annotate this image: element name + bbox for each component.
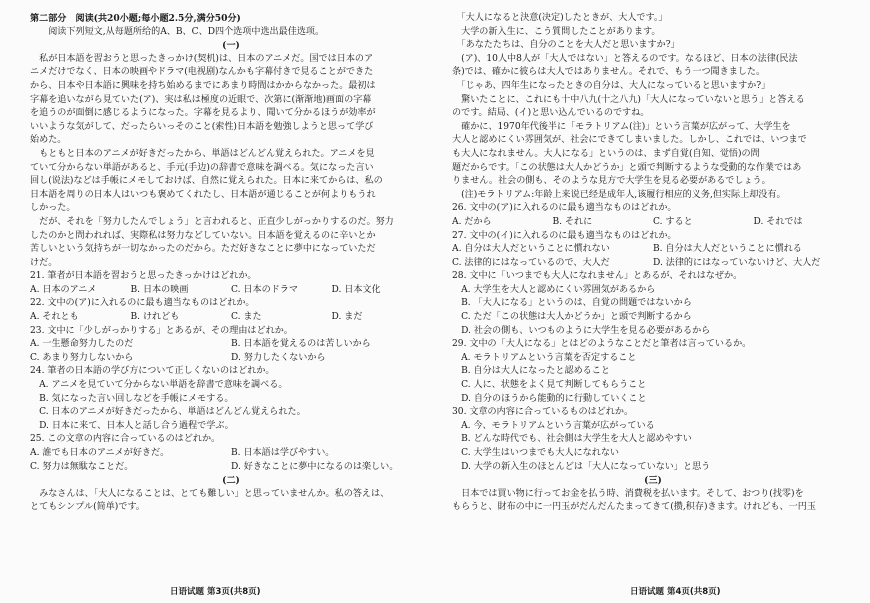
left-page: [30, 12, 432, 583]
answer-option: D. それでは: [753, 216, 803, 227]
answer-options-row: [30, 352, 432, 366]
answer-option: D. 好きなことに夢中になるのは楽しい。: [231, 461, 399, 472]
answer-options-row: [30, 461, 432, 475]
section-heading: (三): [644, 475, 662, 487]
answer-option: A. それとも: [30, 312, 79, 323]
text-line: 26. 文中の(ア)に入れるのに最も適当なものはどれか。: [452, 203, 677, 214]
text-line: C. 日本のアニメが好きだったから、単語はどんどん覚えられた。: [30, 407, 306, 418]
answer-option: C. 努力は無駄なことだ。: [30, 461, 134, 472]
answer-options-row: [30, 338, 432, 352]
text-line: とてもシンプル(简单)です。: [30, 502, 145, 513]
answer-options-row: [452, 216, 854, 230]
text-line: のです。結局、(イ)と思い込んでいるのですね。: [452, 108, 650, 119]
text-line: 27. 文中の(イ)に入れるのに最も適当なものはどれか。: [452, 230, 677, 241]
text-line: だが、それを「努力したんでしょう」と言われると、正直少しがっかりするのだ。努力: [30, 216, 394, 227]
text-line: D. 社会の側も、いつものように大学生を見る必要があるから: [452, 325, 711, 336]
text-line: C. 人に、状態をよく見て判断してもらうこと: [452, 380, 647, 391]
answer-options-row: [30, 284, 432, 298]
answer-option: D. 努力したくないから: [231, 352, 326, 363]
part-heading: 第二部分 阅读(共20小题;每小题2.5分,满分50分): [30, 13, 241, 24]
text-line: いいような気がして、だったらいっそのこと(索性)日本語を勉強しようと思って学び: [30, 121, 374, 132]
answer-option: A. 一生懸命努力したのだ: [30, 339, 134, 350]
answer-option: C. 日本のドラマ: [231, 284, 298, 295]
section-heading: (一): [222, 40, 240, 52]
answer-options-row: [452, 257, 854, 271]
text-line: 苦しいという気持ちが一切なかったのだから。ただ好きなことに夢中になっていただ: [30, 244, 376, 255]
text-line: ニメだけでなく、日本の映画やドラマ(电视剧)なんかも字幕付きで見ることができた: [30, 67, 374, 78]
text-line: 阅读下列短文,从每题所给的A、B、C、D四个选项中选出最佳选项。: [30, 26, 325, 37]
answer-option: B. 日本の映画: [130, 284, 189, 295]
text-line: A. アニメを見ていて分からない単語を辞書で意味を調べる。: [30, 380, 288, 391]
text-line: もともと日本のアニメが好きだったから、単語はどんどん覚えられた。アニメを見: [30, 148, 375, 159]
right-page: [452, 12, 854, 583]
answer-option: D. まだ: [331, 312, 363, 323]
text-line: 条)では、確かに彼らは大人ではありません。それで、もう一つ聞きました。: [452, 67, 766, 78]
answer-option: D. 法律的にはなっていないけど、大人だ: [653, 257, 821, 268]
text-line: 始めた。: [30, 135, 67, 146]
text-line: りません。社会の側も、そのような見方で大学生を見る必要があるでしょう。: [452, 176, 771, 187]
text-line: 大学の新入生に、こう質問したことがあります。: [452, 26, 661, 37]
text-line: 22. 文中の(ア)に入れるのに最も適当なものはどれか。: [30, 298, 255, 309]
page-footer-right: 日语试题 第4页(共8页): [630, 587, 721, 597]
answer-options-row: [30, 311, 432, 325]
answer-option: B. けれども: [130, 312, 180, 323]
text-line: みなさんは、「大人になることは、とても難しい」と思っていませんか。私の答えは、: [30, 488, 390, 499]
text-line: (注)モラトリアム:年龄上来说已经是成年人,该履行相应的义务,但实际上却没有。: [452, 189, 786, 200]
text-line: D. 日本に来て、日本人と話し合う過程で学ぶ。: [30, 420, 234, 431]
text-line: 「大人になると決意(决定)したときが、大人です。」: [452, 13, 668, 23]
text-line: 回し(说法)などは手帳にメモしておけば、自然に覚えられた。日本に来てからは、私の: [30, 176, 383, 187]
answer-option: A. 誰でも日本のアニメが好きだ。: [30, 448, 170, 458]
answer-option: C. 法律的にはなっているので、大人だ: [452, 257, 610, 268]
text-line: を追うのが面倒に感じるようになった。字幕を見るより、聞いて分かるほうが効率が: [30, 108, 376, 119]
answer-option: B. 日本語を覚えるのは苦しいから: [231, 339, 371, 350]
text-line: A. 今、モラトリアムという言葉が広がっている: [452, 420, 655, 431]
text-line: 「あなたたちは、自分のことを大人だと思いますか?」: [452, 40, 680, 51]
text-line: 30. 文章の内容に合っているものはどれか。: [452, 407, 634, 418]
answer-option: C. すると: [653, 216, 693, 227]
text-line: しかった。: [30, 203, 76, 214]
text-line: 29. 文中の「大人になる」とはどのようなことだと筆者は言っているか。: [452, 339, 752, 350]
text-line: 日本語を周りの日本人はいつも褒めてくれたし、日本語が通じることが何よりもうれ: [30, 189, 376, 200]
answer-option: C. また: [231, 312, 262, 323]
text-line: 28. 文中に「いつまでも大人になれません」とあるが、それはなぜか。: [452, 271, 743, 282]
answer-option: B. それに: [552, 216, 593, 227]
text-line: ていて分からない単語があると、手元(手边)の辞書で意味を調べる。気になった言い: [30, 162, 374, 173]
answer-options-row: [30, 447, 432, 461]
text-line: A. 大学生を大人と認めにくい雰囲気があるから: [452, 284, 656, 295]
text-line: D. 大学の新入生のほとんどは「大人になっていない」と思う: [452, 461, 711, 472]
text-line: 「じゃあ、四年生になったときの自分は、大人になっていると思いますか?」: [452, 80, 771, 91]
text-line: C. 大学生はいつまでも大人になれない: [452, 448, 620, 458]
text-line: 字幕を追いながら見ていた(ア)、実は私は極度の近眼で、次第に(渐渐地)画面の字幕: [30, 94, 372, 105]
answer-option: D. 日本文化: [331, 284, 381, 295]
answer-option: B. 日本語は学びやすい。: [231, 448, 335, 458]
text-line: 21. 筆者が日本語を習おうと思ったきっかけはどれか。: [30, 271, 257, 282]
text-line: B. 気になった言い回しなどを手帳にメモする。: [30, 393, 234, 404]
text-line: (ア)、10人中8人が「大人ではない」と答えるのです。なるほど、日本の法律(民法: [452, 53, 798, 64]
text-line: 日本では買い物に行ってお金を払う時、消費税を払います。そして、おつり(找零)を: [452, 488, 804, 499]
text-line: A. モラトリアムという言葉を否定すること: [452, 352, 637, 363]
text-line: したのかと問われれば、実際私は努力などしていない。日本語を覚えるのに辛いとか: [30, 230, 376, 241]
text-line: もらうと、財布の中に一円玉がだんだんたまってきて(攒,积存)きます。けれども、一円玉: [452, 502, 816, 513]
text-line: D. 自分のほうから能動的に行動していくこと: [452, 393, 647, 404]
text-line: 題だからです。「この状態は大人かどうか」と頭で判断するような受動的な作業ではあ: [452, 162, 802, 173]
text-line: 25. この文章の内容に合っているのはどれか。: [30, 434, 221, 445]
text-line: 驚いたことに、これにも十中八九(十之八九)「大人になっていないと思う」と答える: [452, 94, 805, 105]
text-line: けだ。: [30, 257, 58, 268]
answer-option: B. 自分は大人だということに慣れる: [653, 244, 802, 255]
text-line: 大人と認めにくい雰囲気が、社会にできてしまいました。しかし、これでは、いつまで: [452, 135, 807, 146]
text-line: も大人になれません。大人になる」というのは、まず自覚(自知、觉悟)の問: [452, 148, 760, 159]
text-line: 23. 文中に「少しがっかりする」とあるが、その理由はどれか。: [30, 325, 293, 336]
answer-option: C. あまり努力しないから: [30, 352, 134, 363]
text-line: 24. 筆者の日本語の学び方について正しくないのはどれか。: [30, 366, 275, 377]
text-line: 確かに、1970年代後半に「モラトリアム(注)」という言葉が広がって、大学生を: [452, 121, 791, 132]
answer-option: A. 日本のアニメ: [30, 284, 97, 295]
section-heading: (二): [222, 475, 240, 487]
text-line: B. どんな時代でも、社会側は大学生を大人と認めやすい: [452, 434, 692, 445]
page-footer-left: 日语试题 第3页(共8页): [170, 587, 261, 597]
answer-option: A. 自分は大人だということに慣れない: [452, 244, 610, 255]
text-line: から、日本や日本語に興味を持ち始めるまでにあまり時間はかからなかった。最初は: [30, 80, 376, 91]
text-line: B. 「大人になる」というのは、自覚の問題ではないから: [452, 298, 692, 309]
answer-option: A. だから: [452, 216, 492, 227]
text-line: C. ただ「この状態は大人かどうか」と頭で判断するから: [452, 312, 692, 323]
text-line: 私が日本語を習おうと思ったきっかけ(契机)は、日本のアニメだ。国では日本のア: [30, 53, 374, 64]
answer-options-row: [452, 243, 854, 257]
text-line: B. 自分は大人になったと認めること: [452, 366, 610, 377]
